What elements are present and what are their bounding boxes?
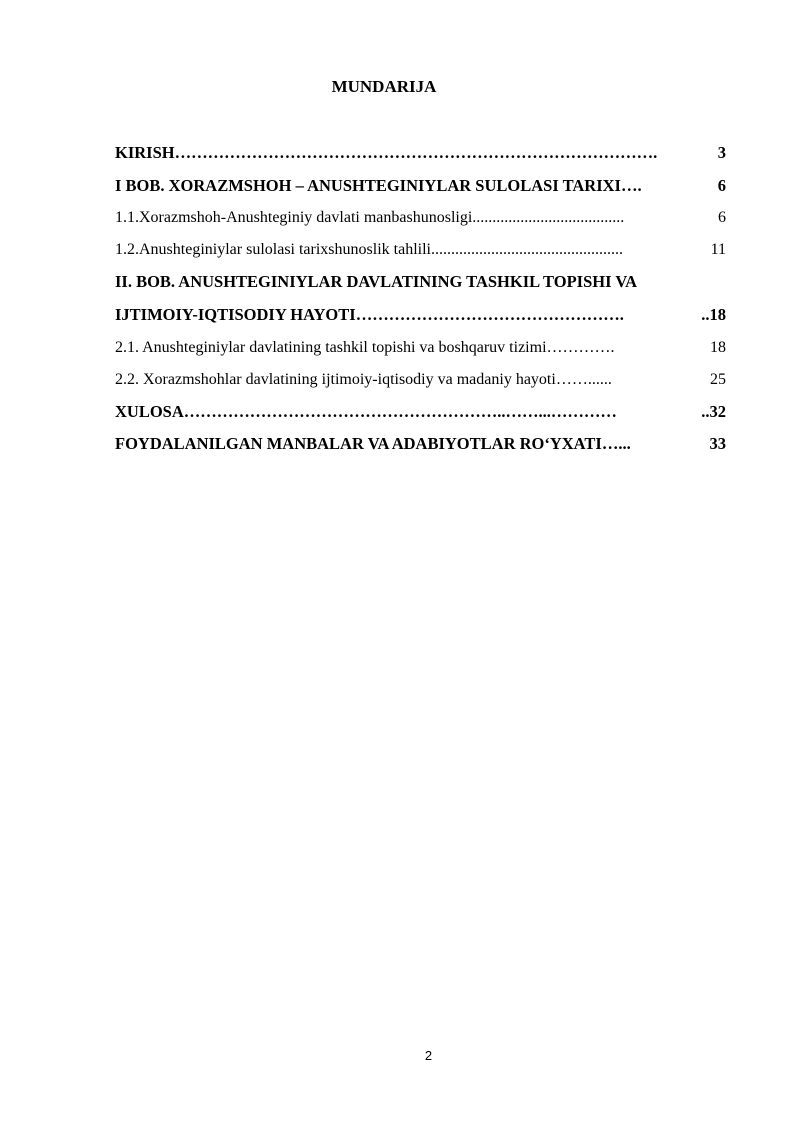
- toc-entry-page: 18: [710, 339, 726, 356]
- page-title: MUNDARIJA: [331, 77, 437, 96]
- toc-entry-section-1-1[interactable]: [115, 207, 726, 229]
- toc-entry-xulosa[interactable]: [115, 401, 726, 423]
- toc-entry-page: ..18: [701, 305, 726, 324]
- toc-entry-page: 11: [710, 241, 726, 258]
- toc-entry-leader: ……......: [555, 371, 612, 388]
- toc-entry-text: KIRISH: [115, 143, 175, 162]
- toc-entry-leader: ….: [620, 176, 642, 195]
- toc-entry-section-1-2[interactable]: [115, 239, 726, 261]
- toc-entry-leader: ………………………………………….: [355, 305, 624, 324]
- toc-entry-section-2-2[interactable]: [115, 369, 726, 391]
- toc-entry-text: I BOB. XORAZMSHOH – ANUSHTEGINIYLAR SULOLASI TARIXI: [115, 176, 621, 195]
- toc-entry-section-2-1[interactable]: [115, 337, 726, 359]
- toc-entry-leader: …...: [601, 434, 631, 453]
- toc-entry-text: 2.2. Xorazmshohlar davlatining ijtimoiy-iqtisodiy va madaniy hayoti: [115, 371, 556, 388]
- toc-entry-kirish[interactable]: [115, 142, 726, 164]
- toc-entry-page: 25: [710, 371, 726, 388]
- toc-entry-leader: ................................................: [430, 241, 623, 258]
- page-number: 2: [424, 1048, 433, 1063]
- toc-entry-text: FOYDALANILGAN MANBALAR VA ADABIYOTLAR RO‘YXATI: [115, 434, 602, 453]
- toc-entry-leader: …………………………………………………..……...…………: [183, 402, 617, 421]
- toc-entry-text: IJTIMOIY-IQTISODIY HAYOTI: [115, 305, 356, 324]
- toc-entry-page: 33: [709, 434, 726, 453]
- toc-entry-page: 6: [718, 209, 726, 226]
- toc-entry-chapter-2-line-2[interactable]: [115, 304, 726, 326]
- toc-entry-text: 1.1.Xorazmshoh-Anushteginiy davlati manbashunosligi: [115, 209, 473, 226]
- toc-entry-leader: ………….: [546, 339, 615, 356]
- toc-entry-leader: ......................................: [472, 209, 625, 226]
- toc-entry-page: ..32: [701, 402, 726, 421]
- toc-entry-page: 6: [717, 176, 726, 195]
- toc-entry-chapter-2-line-1[interactable]: [115, 271, 726, 293]
- toc-entry-references[interactable]: [115, 433, 726, 455]
- toc-entry-text: 2.1. Anushteginiylar davlatining tashkil topishi va boshqaruv tizimi: [115, 339, 547, 356]
- toc-entry-text: XULOSA: [115, 402, 184, 421]
- toc-entry-text: 1.2.Anushteginiylar sulolasi tarixshunoslik tahlili: [115, 241, 431, 258]
- toc-entry-leader: …………………………………………………………………………….: [174, 143, 658, 162]
- toc-entry-chapter-1[interactable]: [115, 175, 726, 197]
- toc-entry-page: 3: [717, 143, 726, 162]
- toc-entry-text: II. BOB. ANUSHTEGINIYLAR DAVLATINING TASHKIL TOPISHI VA: [115, 272, 638, 291]
